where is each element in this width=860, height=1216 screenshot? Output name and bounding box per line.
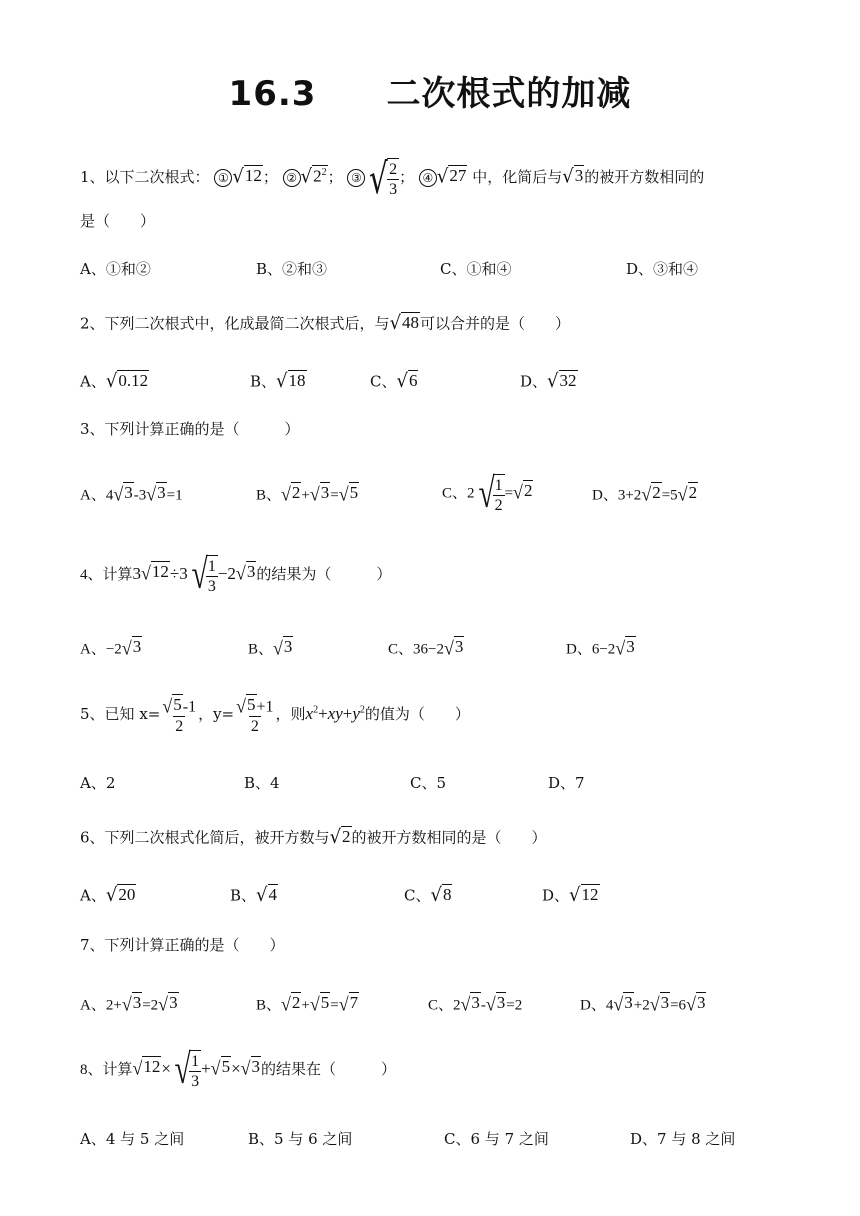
- q4-option-d[interactable]: D、6−2 √ 3: [566, 637, 635, 659]
- q3-option-a[interactable]: A、4 √ 3 -3 √ 3 =1: [80, 483, 183, 505]
- question-3: 3、下列计算正确的是（ ）: [80, 420, 300, 438]
- q5-option-a[interactable]: A、2: [80, 774, 116, 792]
- q5-option-d[interactable]: D、7: [548, 774, 585, 792]
- q8-option-b[interactable]: B、5 与 6 之间: [248, 1130, 353, 1148]
- q5-option-c[interactable]: C、5: [410, 774, 447, 792]
- question-8: 8、计算 √ 12 × √ $\frac{1}{3}$ + √ 5 × √ 3 的结果在（ ）: [80, 1047, 397, 1094]
- question-1-cont: 是（ ）: [80, 212, 156, 230]
- q7-option-b[interactable]: B、 √ 2 + √ 5 = √ 7: [256, 993, 359, 1015]
- q3-option-c[interactable]: C、2 √ $\frac{1}{2}$ = √ 2: [442, 471, 533, 518]
- section-name: 二次根式的加减: [386, 74, 632, 114]
- question-7: 7、下列计算正确的是（ ）: [80, 936, 285, 954]
- q8-option-c[interactable]: C、6 与 7 之间: [444, 1130, 549, 1148]
- q3-option-d[interactable]: D、3+2 √ 2 =5 √ 2: [592, 483, 698, 505]
- q2-option-d[interactable]: D、 √ 32: [520, 370, 577, 393]
- q1-option-a[interactable]: A、①和②: [80, 260, 151, 278]
- q1-option-d[interactable]: D、③和④: [626, 260, 699, 278]
- q7-option-a[interactable]: A、2+ √ 3 =2 √ 3: [80, 993, 178, 1015]
- q4-option-a[interactable]: A、−2 √ 3: [80, 637, 142, 659]
- q2-option-b[interactable]: B、 √ 18: [250, 370, 306, 393]
- q2-option-c[interactable]: C、 √ 6: [370, 370, 418, 393]
- q6-option-b[interactable]: B、 √ 4: [230, 884, 278, 907]
- q6-option-c[interactable]: C、 √ 8: [404, 884, 452, 907]
- q1-option-c[interactable]: C、①和④: [440, 260, 512, 278]
- q6-option-d[interactable]: D、 √ 12: [542, 884, 599, 907]
- question-6: 6、下列二次根式化简后，被开方数与 √ 2 的被开方数相同的是（ ）: [80, 826, 547, 849]
- section-number: 16.3: [228, 74, 317, 114]
- question-2: 2、下列二次根式中，化成最简二次根式后，与 √ 48 可以合并的是（ ）: [80, 312, 571, 335]
- q7-option-d[interactable]: D、4 √ 3 +2 √ 3 =6 √ 3: [580, 993, 706, 1015]
- question-5: 5、已知 x= √ 5 -1 2 ，y= √ 5 +1 2 ，则$x^2+xy+y^2$的值为（ ）: [80, 695, 470, 736]
- q7-option-c[interactable]: C、2 √ 3 - √ 3 =2: [428, 993, 523, 1015]
- q8-option-a[interactable]: A、4 与 5 之间: [80, 1130, 185, 1148]
- q5-option-b[interactable]: B、4: [244, 774, 280, 792]
- q2-option-a[interactable]: A、 √ 0.12: [80, 370, 149, 393]
- q8-option-d[interactable]: D、7 与 8 之间: [630, 1130, 736, 1148]
- page-title: [0, 66, 860, 115]
- q3-option-b[interactable]: B、 √ 2 + √ 3 = √ 5: [256, 483, 359, 505]
- q4-option-c[interactable]: C、36−2 √ 3: [388, 637, 464, 659]
- q4-option-b[interactable]: B、 √ 3: [248, 637, 293, 659]
- question-1: 1、以下二次根式： ① √ 12 ； ② √ $2^2$ ； ③ √ $\frac{2}{3}$ ； ④ √ 27 中，化简后与 √ 3 的被开方数相同的: [80, 154, 705, 204]
- question-4: 4、计算3 √ 12 ÷3 √ $\frac{1}{3}$ −2 √ 3 的结果为（ ）: [80, 552, 392, 599]
- q1-option-b[interactable]: B、②和③: [256, 260, 328, 278]
- q6-option-a[interactable]: A、 √ 20: [80, 884, 136, 907]
